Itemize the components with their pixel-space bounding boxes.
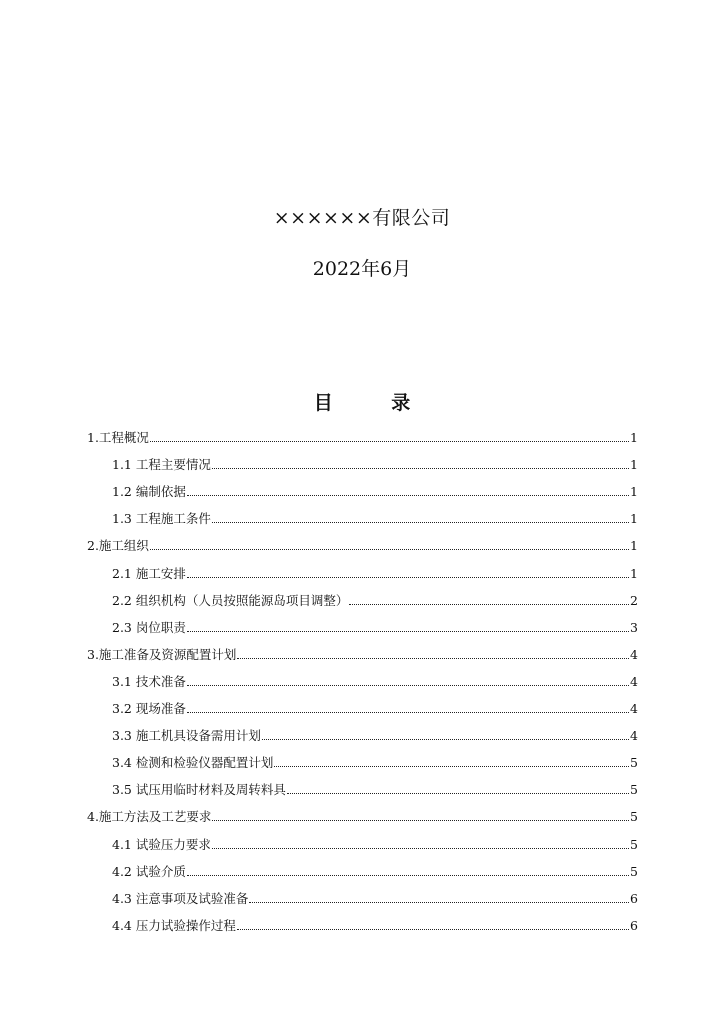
toc-entry-text: 1.2 编制依据 [112,484,186,500]
toc-entry-text: 3.1 技术准备 [112,673,186,689]
toc-dot-leader [187,684,629,686]
toc-entry[interactable] [87,635,638,662]
toc-page-number: 1 [630,430,638,446]
toc-entry[interactable] [87,743,638,770]
toc-page-number: 1 [630,457,638,473]
toc-entry-text: 2.1 施工安排 [112,565,186,581]
toc-entry[interactable] [87,418,638,445]
toc-page-number: 3 [630,619,638,635]
toc-entry[interactable] [87,581,638,608]
toc-dot-leader [212,847,629,849]
toc-entry-text: 4.2 试验介质 [112,863,186,879]
toc-dot-leader [212,467,629,469]
toc-page-number: 5 [630,755,638,771]
toc-entry[interactable] [87,824,638,851]
toc-page-number: 4 [630,728,638,744]
toc-entry[interactable] [87,716,638,743]
toc-dot-leader [287,792,629,794]
toc-dot-leader [150,548,629,550]
toc-entry-text: 1.3 工程施工条件 [112,511,211,527]
toc-entry[interactable] [87,662,638,689]
toc-title: 目 录 [313,392,437,414]
toc-entry-text: 3.2 现场准备 [112,701,186,717]
toc-dot-leader [187,711,629,713]
toc-entry-text: 3.4 检测和检验仪器配置计划 [112,755,274,771]
toc-entry[interactable] [87,608,638,635]
toc-page-number: 4 [630,701,638,717]
toc-entry-text: 3.3 施工机具设备需用计划 [112,728,261,744]
toc-entry-text: 4.1 试验压力要求 [112,836,211,852]
toc-entry[interactable] [87,553,638,580]
toc-entry-text: 4.施工方法及工艺要求 [87,809,212,825]
toc-dot-leader [187,494,629,496]
toc-entry[interactable] [87,906,638,933]
toc-page-number: 1 [630,484,638,500]
toc-dot-leader [187,874,629,876]
toc-page-number: 5 [630,863,638,879]
toc-entry-text: 2.施工组织 [87,538,149,554]
toc-page-number: 1 [630,538,638,554]
toc-dot-leader [249,901,629,903]
toc-dot-leader [262,738,629,740]
toc-entry-text: 4.3 注意事项及试验准备 [112,890,249,906]
toc-dot-leader [187,630,629,632]
toc-dot-leader [187,576,629,578]
toc-page-number: 1 [630,511,638,527]
toc-dot-leader [237,928,629,930]
toc-page-number: 4 [630,646,638,662]
toc-entry[interactable] [87,499,638,526]
toc-entry[interactable] [87,797,638,824]
toc-entry[interactable] [87,852,638,879]
toc-entry-text: 2.2 组织机构（人员按照能源岛项目调整） [112,592,349,608]
toc-dot-leader [212,819,629,821]
toc-entry[interactable] [87,445,638,472]
toc-entry-text: 1.工程概况 [87,430,149,446]
toc-entry-text: 2.3 岗位职责 [112,619,186,635]
toc-entry-text: 1.1 工程主要情况 [112,457,211,473]
toc-page-number: 6 [630,890,638,906]
toc-dot-leader [150,440,629,442]
toc-entry-text: 3.5 试压用临时材料及周转料具 [112,782,286,798]
toc-page-number: 5 [630,809,638,825]
toc-entry[interactable] [87,526,638,553]
company-name: ××××××有限公司 [273,207,451,229]
toc-page-number: 1 [630,565,638,581]
toc-dot-leader [349,603,629,605]
toc-page-number: 2 [630,592,638,608]
toc-dot-leader [274,765,629,767]
toc-entry[interactable] [87,879,638,906]
toc-entry[interactable] [87,689,638,716]
document-date: 2022年6月 [312,258,412,280]
toc-page-number: 4 [630,673,638,689]
toc-dot-leader [237,657,629,659]
toc-page-number: 5 [630,782,638,798]
toc-entry-text: 3.施工准备及资源配置计划 [87,646,237,662]
toc-entry[interactable] [87,472,638,499]
toc-entry[interactable] [87,770,638,797]
table-of-contents [87,418,638,933]
toc-entry-text: 4.4 压力试验操作过程 [112,917,236,933]
toc-dot-leader [212,521,629,523]
toc-page-number: 5 [630,836,638,852]
toc-page-number: 6 [630,917,638,933]
